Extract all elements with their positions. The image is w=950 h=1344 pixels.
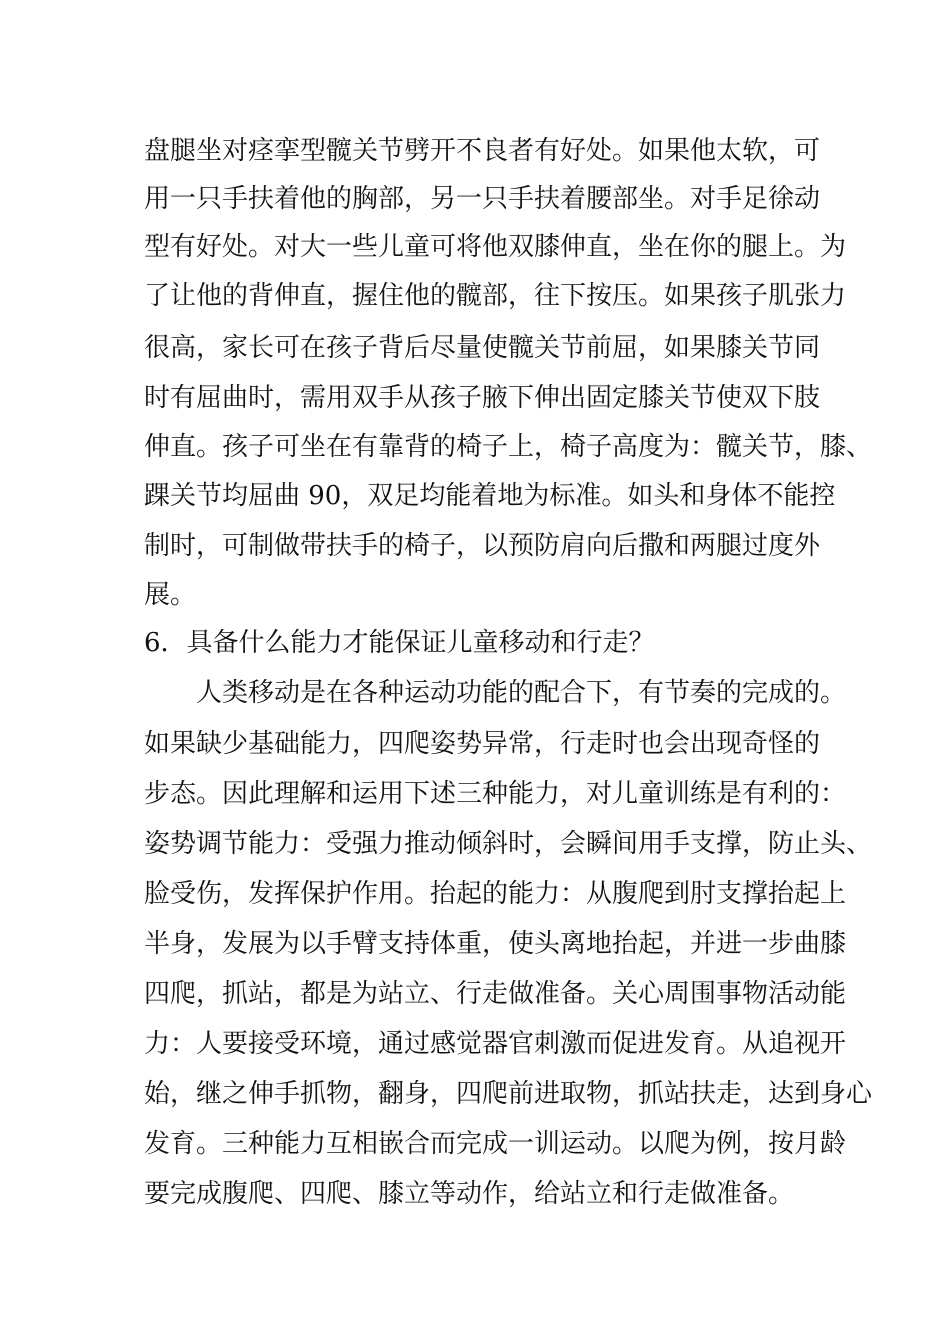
text-line: 步态。因此理解和运用下述三种能力，对儿童训练是有利的： [144, 779, 847, 809]
text-line: 盘腿坐对痉挛型髋关节劈开不良者有好处。如果他太软，可 [144, 136, 821, 166]
text-line: 脸受伤，发挥保护作用。抬起的能力：从腹爬到肘支撑抬起上 [144, 879, 847, 909]
text-line: 半身，发展为以手臂支持体重，使头离地抬起，并进一步曲膝 [144, 929, 847, 959]
text-line: 人类移动是在各种运动功能的配合下，有节奏的完成的。 [196, 678, 847, 708]
text-line: 始，继之伸手抓物，翻身，四爬前进取物，抓站扶走，达到身心 [144, 1079, 873, 1109]
text-line: 四爬，抓站，都是为站立、行走做准备。关心周围事物活动能 [144, 979, 847, 1009]
text-line: 型有好处。对大一些儿童可将他双膝伸直，坐在你的腿上。为 [144, 232, 847, 262]
text-line: 要完成腹爬、四爬、膝立等动作，给站立和行走做准备。 [144, 1179, 795, 1209]
text-line: 力：人要接受环境，通过感觉器官刺激而促进发育。从追视开 [144, 1029, 847, 1059]
text-line: 时有屈曲时，需用双手从孩子腋下伸出固定膝关节使双下肢 [144, 383, 821, 413]
text-line: 踝关节均屈曲 90，双足均能着地为标准。如头和身体不能控 [144, 481, 836, 511]
section-heading: 6．具备什么能力才能保证儿童移动和行走？ [144, 628, 655, 658]
text-line: 伸直。孩子可坐在有靠背的椅子上，椅子高度为：髋关节，膝、 [144, 432, 873, 462]
text-line: 了让他的背伸直，握住他的髋部，往下按压。如果孩子肌张力 [144, 281, 847, 311]
text-line: 很高，家长可在孩子背后尽量使髋关节前屈，如果膝关节同 [144, 333, 821, 363]
text-line: 用一只手扶着他的胸部，另一只手扶着腰部坐。对手足徐动 [144, 184, 821, 214]
text-line: 姿势调节能力：受强力推动倾斜时，会瞬间用手支撑，防止头、 [144, 829, 873, 859]
text-line: 发育。三种能力互相嵌合而完成一训运动。以爬为例，按月龄 [144, 1129, 847, 1159]
text-line: 如果缺少基础能力，四爬姿势异常，行走时也会出现奇怪的 [144, 729, 821, 759]
text-line: 展。 [144, 580, 197, 610]
text-line: 制时，可制做带扶手的椅子，以预防肩向后撒和两腿过度外 [144, 531, 821, 561]
